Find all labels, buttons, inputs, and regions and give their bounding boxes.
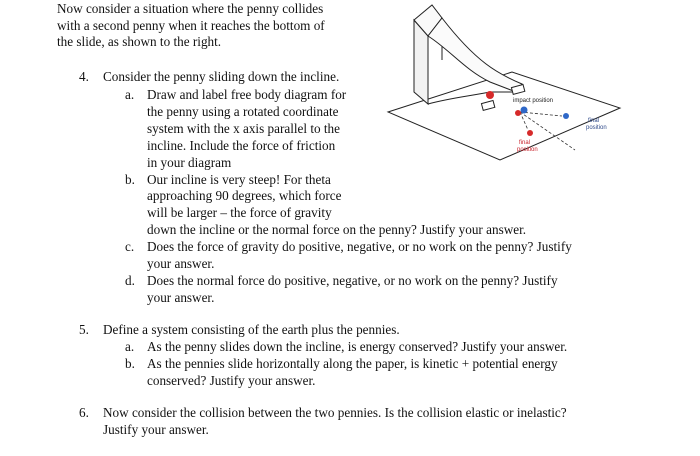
q4a-line-2: the penny using a rotated coordinate	[147, 104, 339, 119]
q4c-line-2: your answer.	[147, 256, 215, 271]
q5b-letter: b.	[125, 356, 135, 371]
final-position-blue-label-1: final	[588, 118, 600, 124]
q4d-line-1: Does the normal force do positive, negative, or no work on the penny? Justify	[147, 273, 558, 288]
penny-blue-final	[563, 113, 569, 119]
q6-line-2: Justify your answer.	[103, 422, 209, 437]
final-position-red-label-1: final	[519, 140, 531, 146]
q4-stem: Consider the penny sliding down the incline.	[103, 69, 340, 84]
final-position-blue-label-2: position	[586, 125, 607, 131]
q4a-letter: a.	[125, 87, 135, 102]
q5b-line-1: As the pennies slide horizontally along the paper, is kinetic + potential energy	[147, 356, 558, 371]
q4a-line-4: incline. Include the force of friction	[147, 138, 336, 153]
q4c-line-1: Does the force of gravity do positive, negative, or no work on the penny? Justify	[147, 239, 572, 254]
q6-line-1: Now consider the collision between the two pennies. Is the collision elastic or inelastic?	[103, 405, 567, 420]
q5a-letter: a.	[125, 339, 135, 354]
penny-red-impact	[515, 110, 521, 116]
final-position-red-label-2: position	[517, 147, 538, 153]
q4a-line-1: Draw and label free body diagram for	[147, 87, 347, 102]
q4b-line-2: approaching 90 degrees, which force	[147, 188, 342, 203]
q4a-line-3: system with the x axis parallel to the	[147, 121, 341, 136]
q5b-line-2: conserved? Justify your answer.	[147, 373, 316, 388]
impact-position-label: impact position	[513, 98, 554, 104]
q4d-letter: d.	[125, 273, 135, 288]
q4d-line-2: your answer.	[147, 290, 215, 305]
penny-red-final	[527, 130, 533, 136]
q5-stem: Define a system consisting of the earth plus the pennies.	[103, 322, 400, 337]
q4-number: 4.	[79, 69, 89, 84]
q4b-line-4: down the incline or the normal force on the penny? Justify your answer.	[147, 222, 527, 237]
q5a-line-1: As the penny slides down the incline, is energy conserved? Justify your answer.	[147, 339, 568, 354]
q4b-letter: b.	[125, 172, 135, 187]
q4b-line-3: will be larger – the force of gravity	[147, 205, 332, 220]
penny-blue-impact	[521, 107, 528, 114]
q4a-line-5: in your diagram	[147, 155, 232, 170]
intro-line-3: the slide, as shown to the right.	[57, 34, 222, 49]
intro-line-2: with a second penny when it reaches the bottom of	[57, 18, 325, 33]
q4b-line-1: Our incline is very steep! For theta	[147, 172, 331, 187]
slide-figure	[380, 0, 630, 165]
intro-line-1: Now consider a situation where the penny collides	[57, 1, 324, 16]
penny-red-start	[486, 91, 494, 99]
q5-number: 5.	[79, 322, 89, 337]
q6-number: 6.	[79, 405, 89, 420]
q4c-letter: c.	[125, 239, 135, 254]
